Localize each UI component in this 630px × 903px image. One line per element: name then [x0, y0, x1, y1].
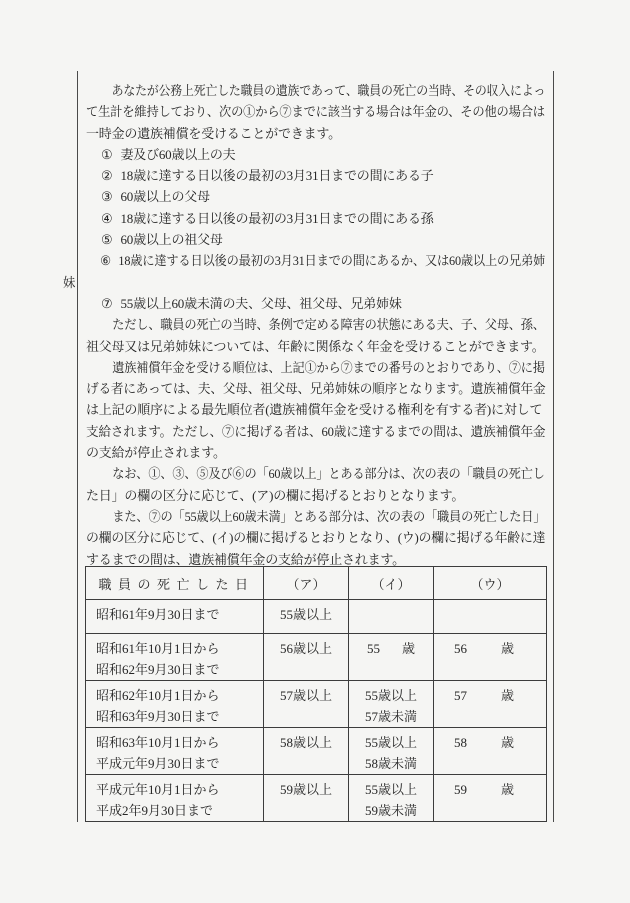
spread-value — [434, 779, 546, 800]
period-line: 平成2年9月30日まで — [96, 803, 214, 818]
table-row — [86, 775, 547, 822]
item-number: ② — [101, 168, 113, 184]
spread-unit: 歳 — [500, 782, 514, 797]
list-item-line — [86, 144, 545, 165]
period-line: 平成元年9月30日まで — [96, 756, 220, 771]
cell-b — [349, 600, 434, 634]
body-text — [63, 80, 546, 570]
table-body — [86, 600, 547, 822]
spread-value — [434, 732, 546, 753]
item-text: 18歳に達する日以後の最初の3月31日までの間にある子 — [120, 168, 434, 184]
range-line: 55歳以上 — [364, 782, 417, 797]
text-line: 妹 — [63, 274, 76, 290]
item-text: 55歳以上60歳未満の夫、父母、祖父母、兄弟姉妹 — [120, 295, 402, 311]
text-line: なお、①、③、⑤及び⑥の「60歳以上」とある部分は、次の表の「職員の死亡し — [112, 466, 545, 482]
cell-c — [434, 775, 547, 822]
text-line: 一時金の遺族補償を受けることができます。 — [86, 125, 341, 141]
list-item-line — [86, 165, 545, 186]
period-line: 昭和61年10月1日から — [96, 641, 220, 656]
list-item-line — [86, 186, 545, 207]
range-line: 57歳未満 — [364, 709, 417, 724]
table-row — [86, 681, 547, 728]
text-line: の支給が停止されます。 — [86, 445, 226, 461]
cell-b — [349, 728, 434, 775]
cell-a: 58歳以上 — [264, 728, 349, 775]
text-line: 支給されます。ただし、⑦に掲げる者は、60歳に達するまでの間は、遺族補償年金 — [86, 423, 546, 439]
header-cell-b: （イ） — [349, 567, 434, 600]
spread-unit: 歳 — [500, 688, 514, 703]
cell-c — [434, 634, 547, 681]
item-number: ⑦ — [101, 295, 113, 311]
text-line: また、⑦の「55歳以上60歳未満」とある部分は、次の表の「職員の死亡した日」 — [112, 508, 546, 524]
spread-value — [434, 638, 546, 659]
item-number: ① — [101, 146, 113, 162]
cell-a: 56歳以上 — [264, 634, 349, 681]
range-line: 58歳未満 — [364, 756, 417, 771]
text-line: 祖父母又は兄弟姉妹については、年齢に関係なく年金を受けることができます。 — [86, 338, 545, 354]
cell-a: 55歳以上 — [264, 600, 349, 634]
text-line: た日」の欄の区分に応じて、(ア)の欄に掲げるとおりとなります。 — [86, 487, 465, 503]
text-line: ただし、職員の死亡の当時、条例で定める障害の状態にある夫、子、父母、孫、 — [112, 317, 545, 333]
table-header-row — [86, 567, 547, 600]
content-frame — [63, 71, 554, 822]
period-line: 昭和63年10月1日から — [96, 735, 220, 750]
spread-number: 56 — [454, 641, 467, 656]
cell-b — [349, 775, 434, 822]
item-text: 18歳に達する日以後の最初の3月31日までの間にあるか、又は60歳以上の兄弟姉 — [118, 253, 546, 269]
item-number: ⑥ — [100, 253, 111, 269]
item-text: 妻及び60歳以上の夫 — [120, 146, 236, 162]
text-line: て生計を維持しており、次の①から⑦までに該当する場合は年金の、その他の場合は — [86, 104, 545, 120]
cell-c — [434, 681, 547, 728]
header-cell-period: 職員の死亡した日 — [86, 567, 264, 600]
item-number: ⑤ — [101, 232, 113, 248]
text-line: げる者にあっては、夫、父母、祖父母、兄弟姉妹の順序となります。遺族補償年金 — [86, 381, 546, 397]
period-line: 平成元年10月1日から — [96, 782, 220, 797]
range-line: 55歳以上 — [364, 688, 417, 703]
table-row — [86, 728, 547, 775]
period-line: 昭和62年9月30日まで — [96, 662, 220, 677]
spread-number: 59 — [454, 782, 467, 797]
table-row — [86, 600, 547, 634]
period-line: 昭和63年9月30日まで — [96, 709, 220, 724]
period-line: 昭和61年9月30日まで — [96, 607, 220, 622]
cell-b — [349, 634, 434, 681]
text-line: するまでの間は、遺族補償年金の支給が停止されます。 — [86, 551, 405, 567]
spread-unit: 歳 — [500, 641, 514, 656]
header-cell-c: （ウ） — [434, 567, 547, 600]
spread-unit: 歳 — [401, 641, 415, 656]
spread-unit: 歳 — [500, 735, 514, 750]
cell-a: 59歳以上 — [264, 775, 349, 822]
text-line: 遺族補償年金を受ける順位は、上記①から⑦までの番号のとおりであり、⑦に掲 — [112, 359, 545, 375]
item-number: ③ — [101, 189, 113, 205]
spread-number: 58 — [454, 735, 467, 750]
age-table — [85, 566, 547, 822]
spread-value — [349, 638, 433, 659]
cell-death-period — [86, 681, 264, 728]
text-line: の欄の区分に応じて、(イ)の欄に掲げるとおりとなり、(ウ)の欄に掲げる年齢に達 — [86, 530, 546, 546]
period-line: 昭和62年10月1日から — [96, 688, 220, 703]
range-line: 59歳未満 — [364, 803, 417, 818]
text-line: は上記の順序による最先順位者(遺族補償年金を受ける権利を有する者)に対して — [86, 402, 543, 418]
cell-a: 57歳以上 — [264, 681, 349, 728]
cell-b — [349, 681, 434, 728]
cell-death-period — [86, 600, 264, 634]
list-item-line — [86, 229, 545, 250]
item-text: 60歳以上の父母 — [120, 189, 210, 205]
header-cell-a: （ア） — [264, 567, 349, 600]
item-number: ④ — [101, 210, 113, 226]
item-text: 18歳に達する日以後の最初の3月31日までの間にある孫 — [120, 210, 434, 226]
cell-c — [434, 728, 547, 775]
spread-number: 55 — [367, 641, 380, 656]
list-item-line — [86, 208, 545, 229]
text-line: あなたが公務上死亡した職員の遺族であって、職員の死亡の当時、その収入によっ — [111, 83, 546, 98]
cell-c — [434, 600, 547, 634]
item-text: 60歳以上の祖父母 — [120, 232, 223, 248]
list-item-line — [86, 250, 546, 271]
table-row — [86, 634, 547, 681]
spread-value — [434, 685, 546, 706]
cell-death-period — [86, 728, 264, 775]
spread-number: 57 — [454, 688, 467, 703]
cell-death-period — [86, 775, 264, 822]
cell-death-period — [86, 634, 264, 681]
list-item-line — [86, 293, 545, 314]
range-line: 55歳以上 — [364, 735, 417, 750]
